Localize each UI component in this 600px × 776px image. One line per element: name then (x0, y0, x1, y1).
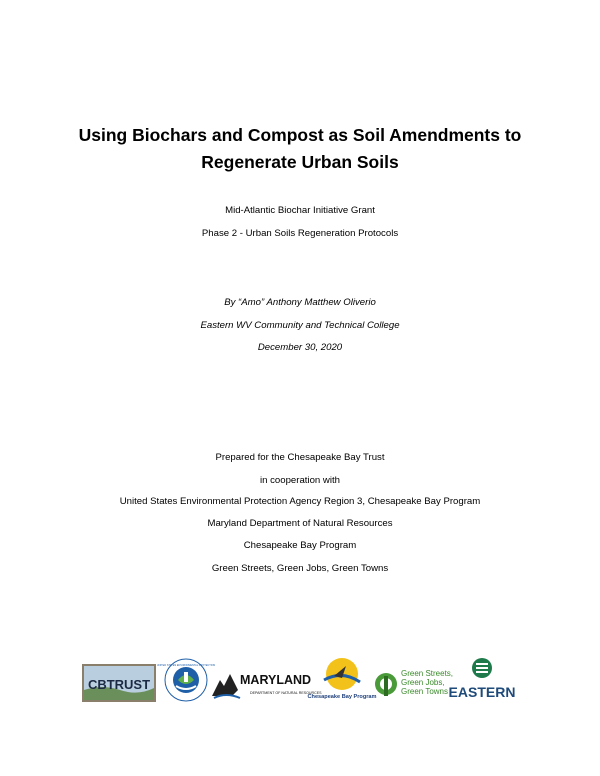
partner-logos (80, 656, 520, 706)
institution-line: Eastern WV Community and Technical College (200, 320, 400, 331)
partner-line: United States Environmental Protection Agency Region 3, Chesapeake Bay Program (119, 496, 481, 507)
grant-line: Mid-Atlantic Biochar Initiative Grant (225, 205, 375, 216)
maryland-logo-subtext: DEPARTMENT OF NATURAL RESOURCES (250, 691, 322, 695)
green-streets-logo (372, 666, 454, 716)
green-streets-text-1: Green Streets, (401, 669, 454, 678)
title-line-2: Regenerate Urban Soils (201, 152, 399, 172)
title-line-1: Using Biochars and Compost as Soil Amendments to (78, 125, 522, 145)
cbtrust-logo (82, 664, 156, 714)
green-streets-text-3: Green Towns (401, 687, 448, 696)
document-title (0, 122, 600, 176)
green-streets-text-2: Green Jobs, (401, 678, 445, 687)
cbtrust-logo-text: CBTRUST (87, 677, 151, 692)
partner-line: Maryland Department of Natural Resources (207, 518, 393, 529)
author-line: By “Amo” Anthony Matthew Oliverio (224, 297, 376, 308)
chesapeake-bay-program-logo (307, 656, 377, 706)
partner-line: Green Streets, Green Jobs, Green Towns (211, 563, 389, 574)
epa-logo-text: UNITED STATES ENVIRONMENTAL PROTECTION (156, 664, 216, 667)
eastern-logo (444, 656, 520, 706)
prepared-for-line: Prepared for the Chesapeake Bay Trust (215, 452, 385, 463)
maryland-logo-text: MARYLAND (240, 673, 312, 687)
phase-line: Phase 2 - Urban Soils Regeneration Protocols (201, 228, 399, 239)
eastern-logo-text: EASTERN (448, 684, 516, 700)
maryland-dnr-logo (210, 668, 322, 718)
partner-line: Chesapeake Bay Program (243, 540, 357, 551)
cooperation-line: in cooperation with (260, 475, 340, 486)
date-line: December 30, 2020 (257, 342, 343, 353)
chesapeake-logo-text: Chesapeake Bay Program (307, 694, 377, 700)
epa-logo (156, 658, 216, 708)
